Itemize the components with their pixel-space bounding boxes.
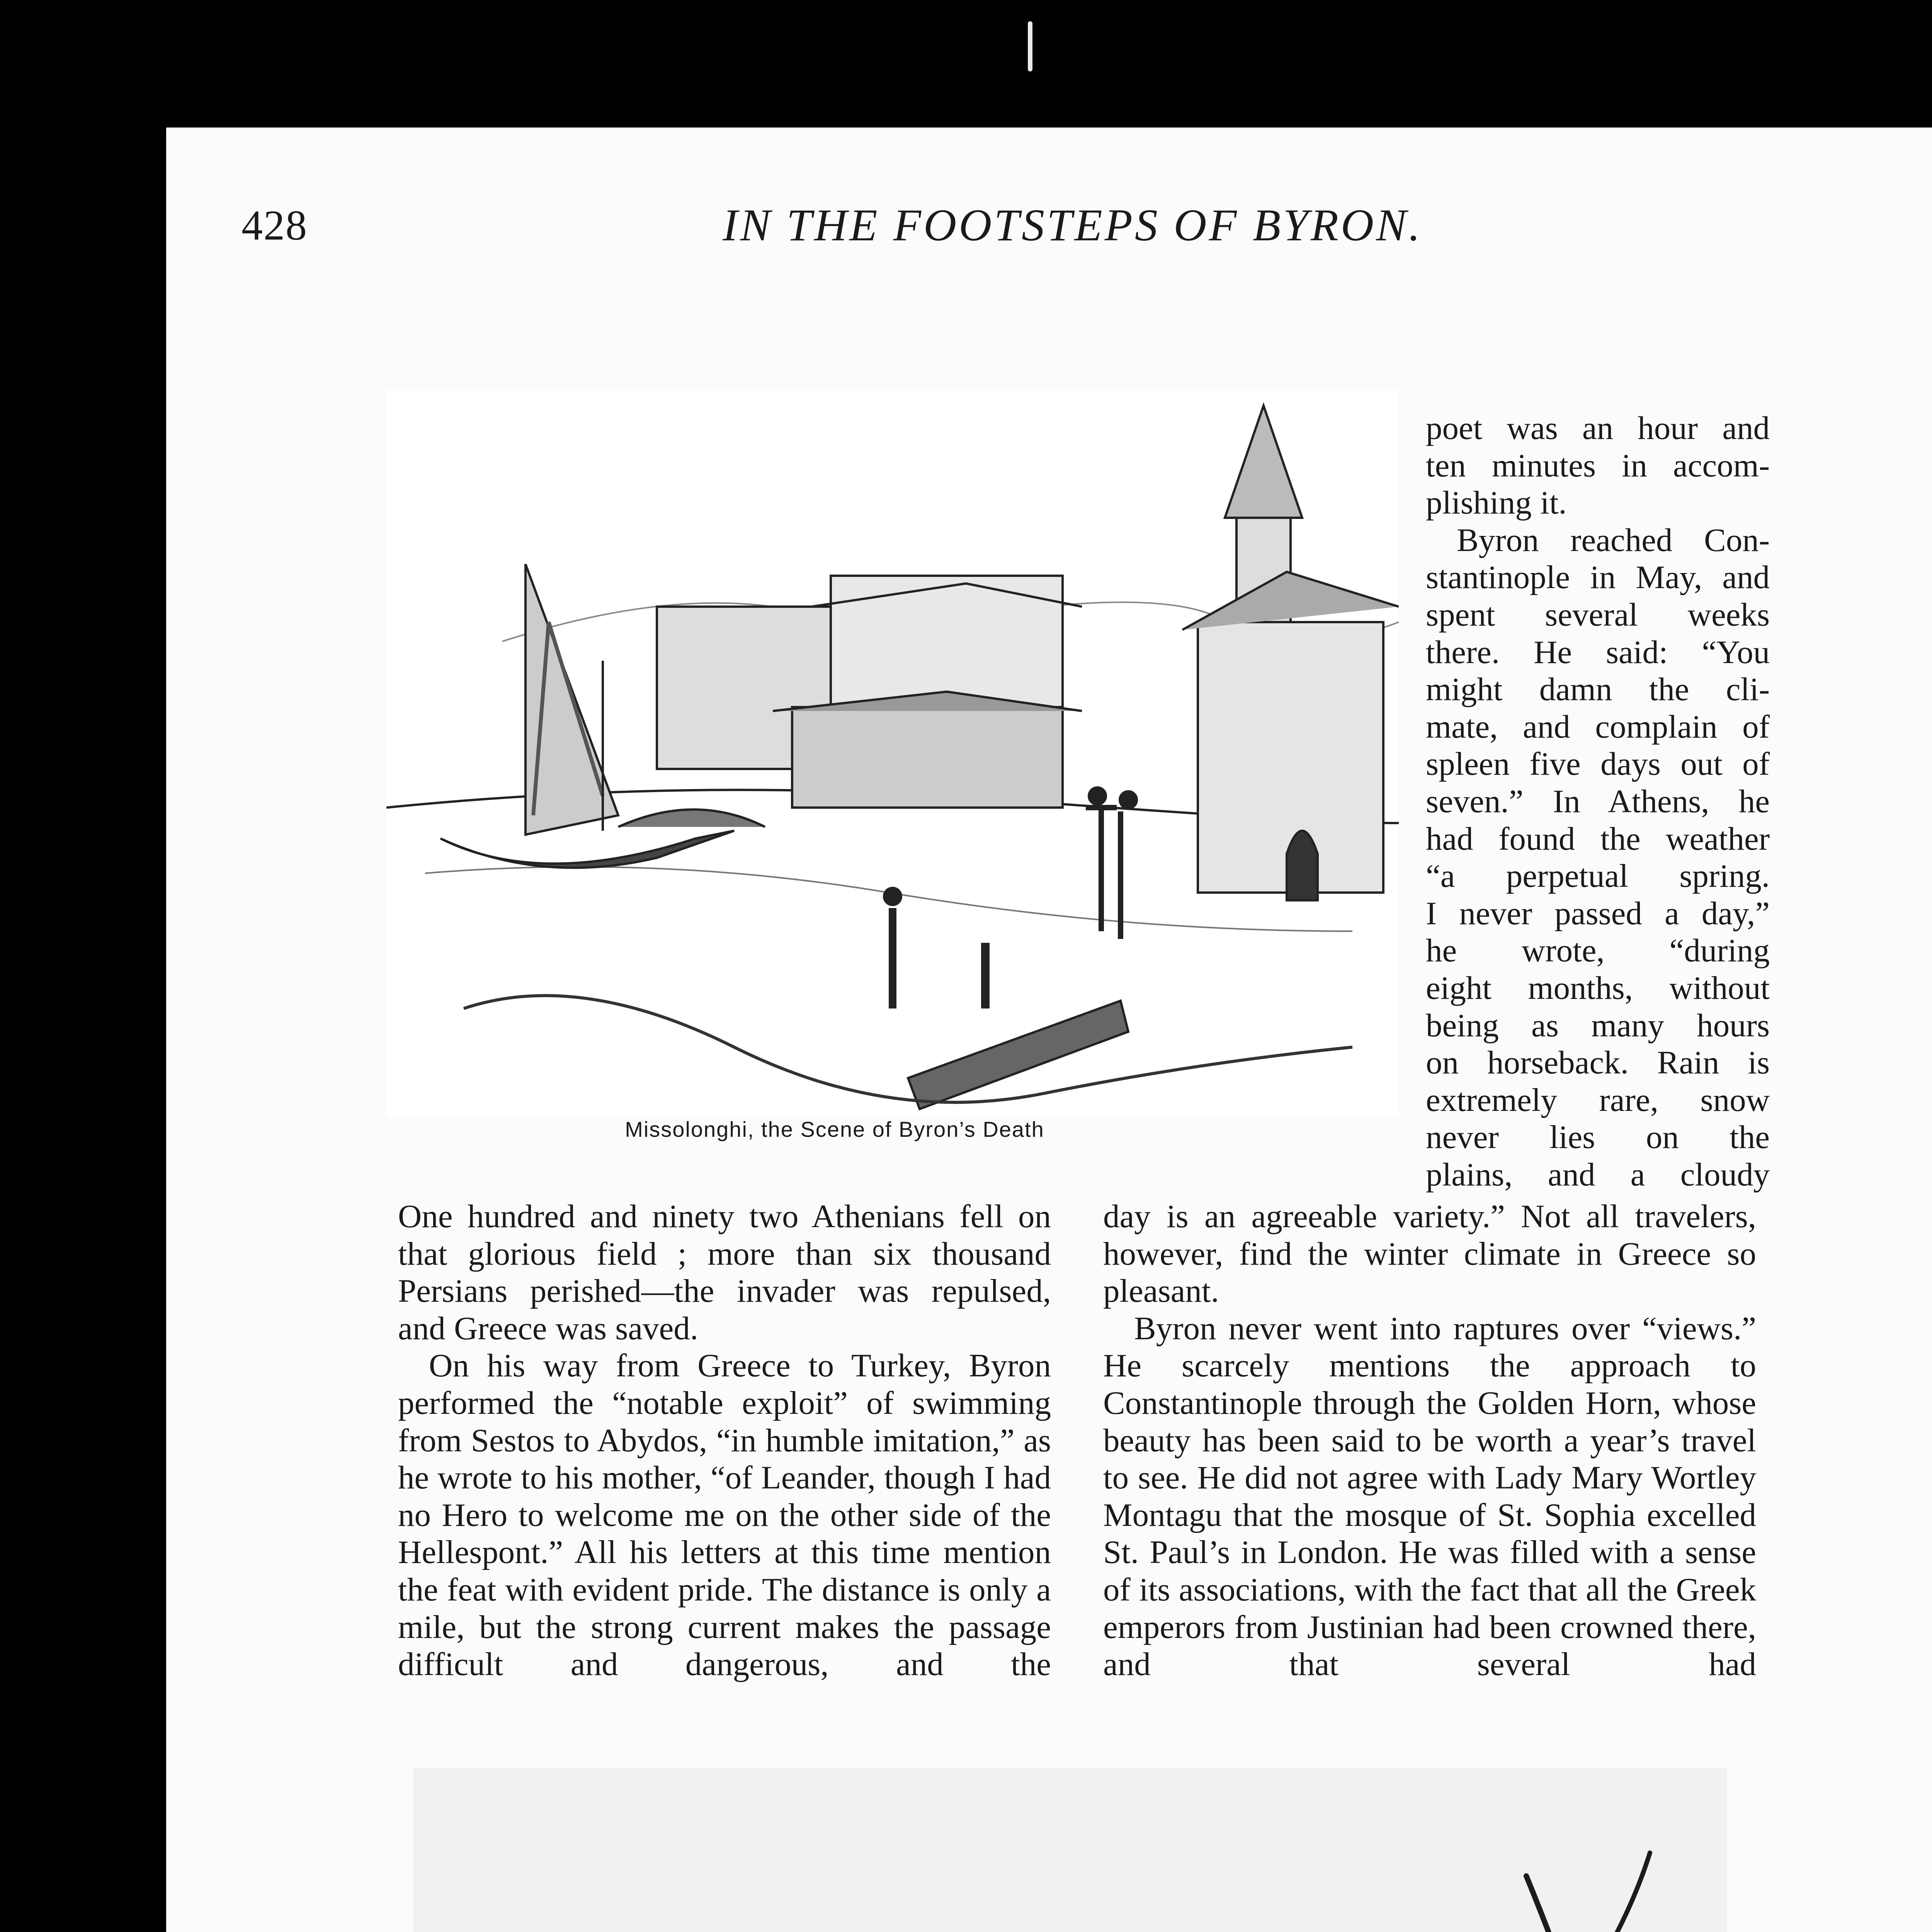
marathon-illustration	[413, 1768, 1727, 1932]
text-line: on horseback. Rain is	[1426, 1044, 1770, 1081]
text-line: being as many hours	[1426, 1007, 1770, 1044]
text-line: spleen five days out of	[1426, 746, 1770, 782]
text-line: never lies on the	[1426, 1119, 1770, 1156]
paragraph: Byron never went into raptures over “views.” He scarcely mentions the approach to Constantinople through the Golden Horn, whose beauty has been said to be worth a year’s travel to see. He did not agree with Lady Mary Wortley Montagu that the mosque of St. Sophia excelled St. Paul’s in London. He was filled with a sense of its associations, with the fact that all the Greek emperors from Justinian had been crowned there, and that several had	[1103, 1310, 1756, 1683]
text-line: Byron reached Con-	[1457, 522, 1770, 558]
text-line: he wrote, “during	[1426, 932, 1770, 969]
text-line: seven.” In Athens, he	[1426, 783, 1770, 820]
text-line: ten minutes in accom-	[1426, 447, 1770, 484]
paragraph: One hundred and ninety two Athenians fell on that glorious field ; more than six thousand Persians perished—the invader was repulsed, and Greece was saved.	[398, 1198, 1051, 1347]
text-line: eight months, without	[1426, 969, 1770, 1006]
text-line: plishing it.	[1426, 485, 1567, 521]
running-head: IN THE FOOTSTEPS OF BYRON.	[723, 200, 1423, 250]
text-line: I never passed a day,”	[1426, 895, 1770, 932]
text-line: stantinople in May, and	[1426, 559, 1770, 596]
missolonghi-caption: Missolonghi, the Scene of Byron’s Death	[625, 1117, 1044, 1141]
text-line: mate, and complain of	[1426, 708, 1770, 745]
text-line: plains, and a cloudy	[1426, 1156, 1770, 1193]
right-column-top-text	[1426, 410, 1770, 1193]
right-column-bottom-text	[1103, 1198, 1756, 1683]
page-number: 428	[242, 202, 308, 249]
missolonghi-illustration	[386, 390, 1399, 1117]
text-line: poet was an hour and	[1426, 410, 1770, 446]
paragraph: day is an agreeable variety.” Not all travelers, however, find the winter climate in Greece so pleasant.	[1103, 1198, 1756, 1310]
text-line: extremely rare, snow	[1426, 1082, 1770, 1118]
text-line: spent several weeks	[1426, 596, 1770, 633]
text-line: there. He said: “You	[1426, 634, 1770, 670]
paragraph: On his way from Greece to Turkey, Byron performed the “notable exploit” of swimming from Sestos to Abydos, “in humble imitation,” as he wrote to his mother, “of Leander, though I had no Hero to welcome me on the other side of the Hellespont.” All his letters at this time mention the feat with evident pride. The distance is only a mile, but the strong current makes the passage difficult and dangerous, and the	[398, 1347, 1051, 1683]
left-column-text	[398, 1198, 1051, 1683]
text-line: might damn the cli-	[1426, 671, 1770, 708]
text-line: “a perpetual spring.	[1426, 858, 1770, 895]
top-edge-mark	[1028, 21, 1032, 71]
text-line: had found the weather	[1426, 820, 1770, 857]
